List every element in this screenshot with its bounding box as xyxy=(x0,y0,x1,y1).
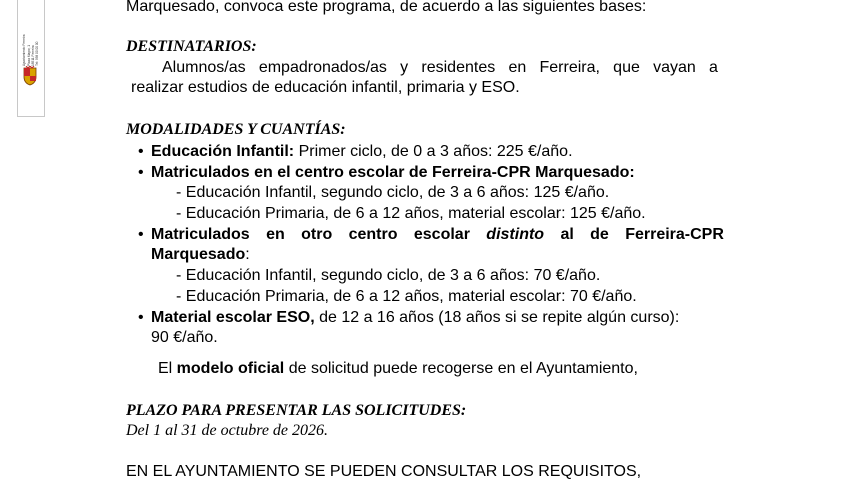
bullet-icon: • xyxy=(138,143,144,160)
word: y xyxy=(400,59,409,76)
item-label: Marquesado xyxy=(151,246,246,263)
word: Matriculados xyxy=(151,226,250,243)
section-heading-plazo: PLAZO PARA PRESENTAR LAS SOLICITUDES: xyxy=(126,402,467,419)
letterhead-line: Tel: 958 00 00 00 xyxy=(35,41,39,66)
word: centro xyxy=(348,226,398,243)
word: Alumnos/as xyxy=(162,59,246,76)
item-text: Primer ciclo, de 0 a 3 años: 225 €/año. xyxy=(294,143,573,160)
word: Ferreira, xyxy=(539,59,600,76)
letterhead-text xyxy=(20,4,40,74)
item-label: Material escolar ESO, xyxy=(151,309,315,326)
letterhead-line: Ayuntamiento Ferreira xyxy=(22,34,26,66)
item-text: : xyxy=(245,246,250,263)
sub-item: - Educación Primaria, de 6 a 12 años, material escolar: 125 €/año. xyxy=(176,205,646,222)
coat-of-arms-icon xyxy=(22,66,38,86)
text-emphasis: modelo oficial xyxy=(176,360,285,377)
word: otro xyxy=(301,226,333,243)
sub-item: - Educación Infantil, segundo ciclo, de 3 a 6 años: 125 €/año. xyxy=(176,184,610,201)
word: a xyxy=(709,59,718,76)
word: Ferreira-CPR xyxy=(625,226,724,243)
list-item-educacion-infantil xyxy=(151,142,573,162)
plazo-dates: Del 1 al 31 de octubre de 2026. xyxy=(126,422,329,439)
word: que xyxy=(613,59,640,76)
letterhead-line: Plaza Mayor, 1 xyxy=(27,44,31,66)
bullet-icon: • xyxy=(138,226,144,243)
word: en xyxy=(266,226,285,243)
list-item-otro-centro xyxy=(151,225,724,245)
word: escolar xyxy=(413,226,470,243)
sub-item: - Educación Primaria, de 6 a 12 años, material escolar: 70 €/año. xyxy=(176,288,637,305)
item-label: Educación Infantil: xyxy=(151,143,295,160)
intro-line: Marquesado, convoca este programa, de acuerdo a las siguientes bases: xyxy=(126,0,647,15)
destinatarios-line-1 xyxy=(162,58,718,78)
word-emphasis: distinto xyxy=(486,226,545,243)
word: al xyxy=(560,226,574,243)
sub-item: - Educación Infantil, segundo ciclo, de 3 a 6 años: 70 €/año. xyxy=(176,267,601,284)
text: El xyxy=(158,360,177,377)
bullet-icon: • xyxy=(138,309,144,326)
modelo-oficial-paragraph xyxy=(158,359,638,379)
letterhead-line: 18511 Ferreira xyxy=(31,45,35,66)
word: residentes xyxy=(421,59,496,76)
list-item-material-eso xyxy=(151,308,679,328)
text: de solicitud puede recogerse en el Ayuntamiento, xyxy=(284,360,638,377)
destinatarios-line-2: realizar estudios de educación infantil, primaria y ESO. xyxy=(131,79,520,96)
list-item-centro-ferreira: Matriculados en el centro escolar de Ferreira-CPR Marquesado: xyxy=(151,164,635,181)
word: empadronados/as xyxy=(258,59,387,76)
list-item-otro-centro-cont xyxy=(151,245,250,265)
item-text: de 12 a 16 años (18 años si se repite algún curso): xyxy=(314,309,680,326)
list-item-material-eso-cont: 90 €/año. xyxy=(151,329,218,346)
word: en xyxy=(508,59,527,76)
section-heading-modalidades: MODALIDADES Y CUANTÍAS: xyxy=(126,121,346,138)
word: de xyxy=(590,226,609,243)
bullet-icon: • xyxy=(138,164,144,181)
footer-line: EN EL AYUNTAMIENTO SE PUEDEN CONSULTAR LOS REQUISITOS, xyxy=(126,463,642,480)
section-heading-destinatarios: DESTINATARIOS: xyxy=(126,38,257,55)
word: vayan xyxy=(653,59,696,76)
